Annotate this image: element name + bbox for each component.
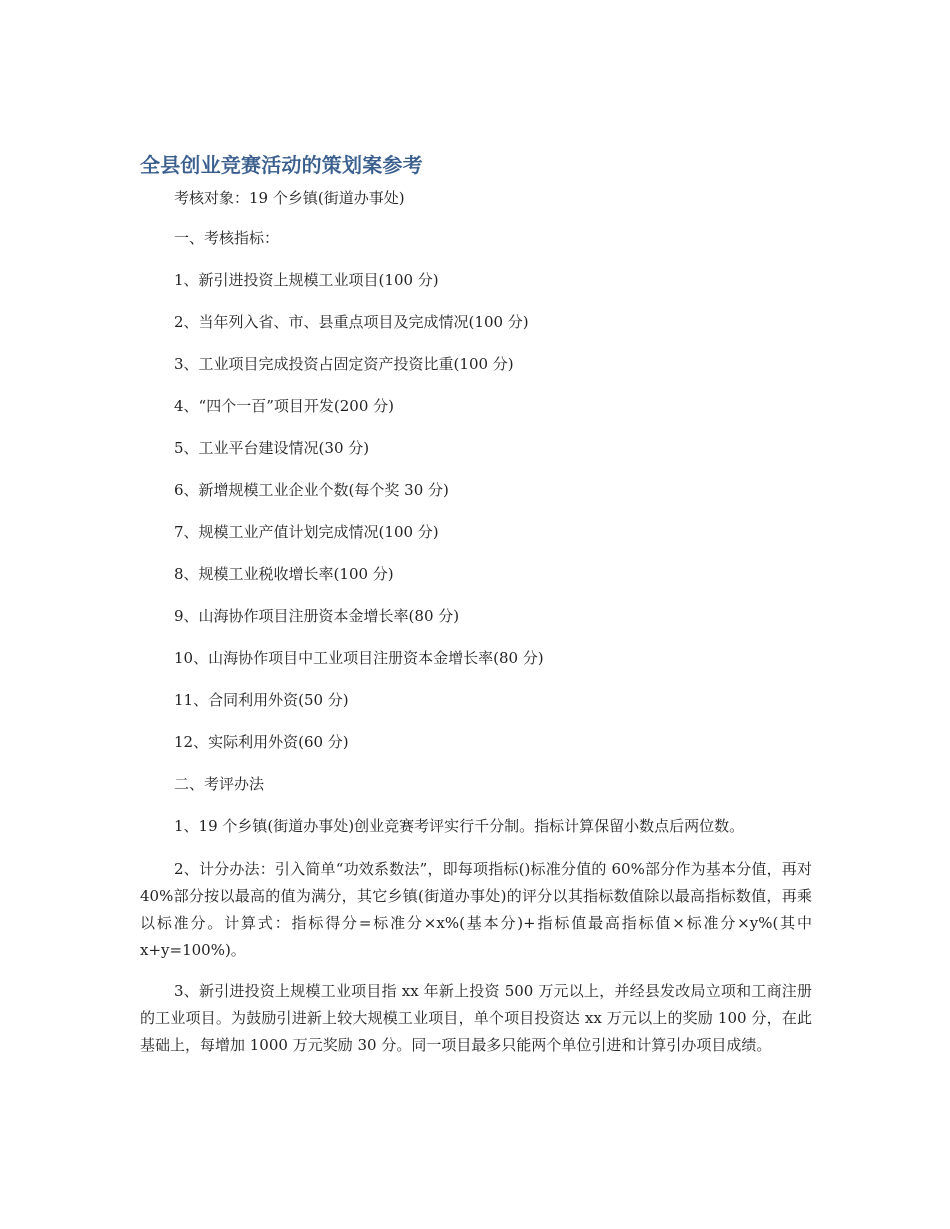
method-paragraph-3: 3、新引进投资上规模工业项目指 xx 年新上投资 500 万元以上，并经县发改局立项和工商注册的工业项目。为鼓励引进新上较大规模工业项目，单个项目投资达 xx 万元以上的奖励 100 分，在此基础上，每增加 1000 万元奖励 30 分。同一项目最多只能两个单位引进和计算引办项目成绩。 — [140, 982, 812, 1054]
indicator-item-4: 4、“四个一百”项目开发(200 分) — [174, 397, 394, 415]
assessment-target: 考核对象：19 个乡镇(街道办事处) — [174, 189, 405, 207]
indicator-item-12: 12、实际利用外资(60 分) — [174, 733, 349, 751]
indicator-item-8: 8、规模工业税收增长率(100 分) — [174, 565, 394, 583]
indicator-item-10: 10、山海协作项目中工业项目注册资本金增长率(80 分) — [174, 649, 544, 667]
indicator-item-2: 2、当年列入省、市、县重点项目及完成情况(100 分) — [174, 313, 529, 331]
document-title: 全县创业竞赛活动的策划案参考 — [140, 153, 423, 177]
section-heading-methods: 二、考评办法 — [174, 775, 265, 793]
indicator-item-5: 5、工业平台建设情况(30 分) — [174, 439, 370, 457]
section-heading-indicators: 一、考核指标： — [174, 229, 280, 247]
document-page — [140, 150, 812, 1073]
indicator-item-11: 11、合同利用外资(50 分) — [174, 691, 349, 709]
indicator-item-7: 7、规模工业产值计划完成情况(100 分) — [174, 523, 439, 541]
indicator-item-1: 1、新引进投资上规模工业项目(100 分) — [174, 271, 439, 289]
indicator-item-9: 9、山海协作项目注册资本金增长率(80 分) — [174, 607, 460, 625]
method-paragraph-1: 1、19 个乡镇(街道办事处)创业竞赛考评实行千分制。指标计算保留小数点后两位数。 — [174, 817, 745, 835]
indicator-item-6: 6、新增规模工业企业个数(每个奖 30 分) — [174, 481, 449, 499]
method-paragraph-2: 2、计分办法：引入简单“功效系数法”，即每项指标()标准分值的 60%部分作为基本分值，再对 40%部分按以最高的值为满分，其它乡镇(街道办事处)的评分以其指标数值除以最高指标数值，再乘以标准分。计算式：指标得分=标准分×x%(基本分)+指标值最高指标值×标准分×y%(其中 x+y=100%)。 — [140, 860, 812, 959]
indicator-item-3: 3、工业项目完成投资占固定资产投资比重(100 分) — [174, 355, 514, 373]
